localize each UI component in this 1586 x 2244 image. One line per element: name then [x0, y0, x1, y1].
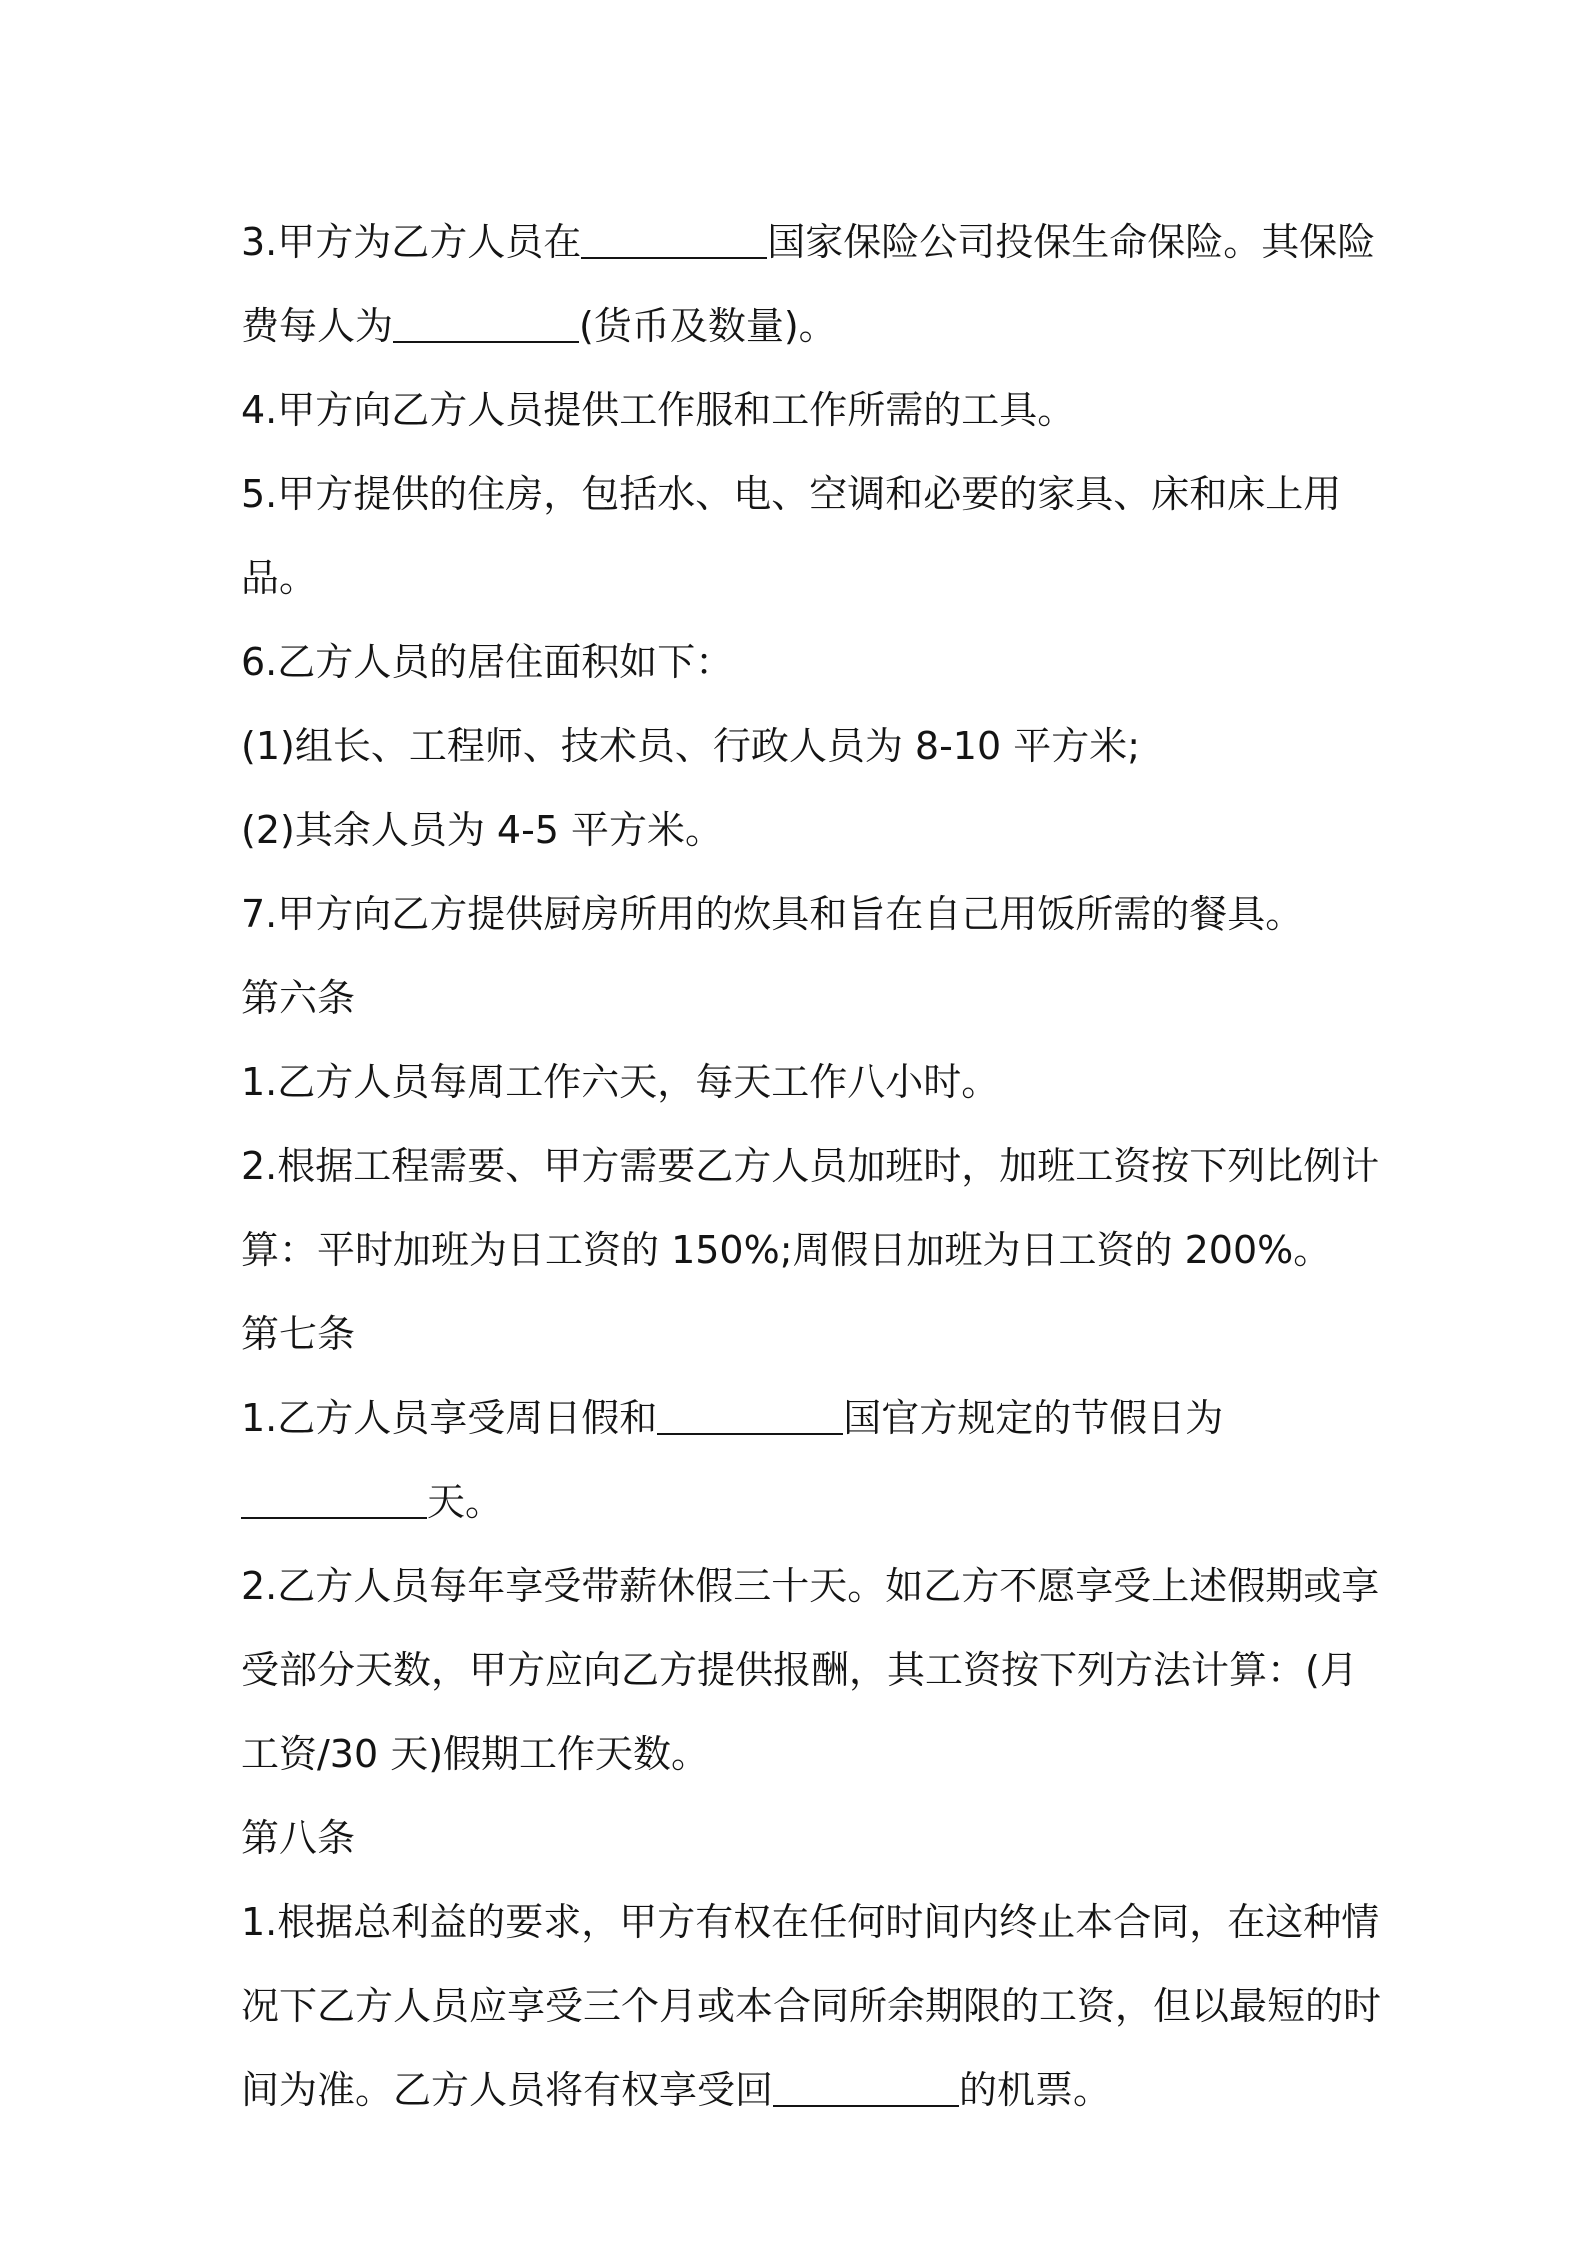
- clause-5-item-6-sub-2: (2)其余人员为 4-5 平方米。: [241, 808, 724, 852]
- fill-in-blank[interactable]: [773, 2071, 959, 2107]
- clause-text: 1.根据总利益的要求，甲方有权在任何时间内终止本合同，在这种情: [241, 1900, 1380, 1944]
- clause-text: 2.乙方人员每年享受带薪休假三十天。如乙方不愿享受上述假期或享: [241, 1564, 1380, 1608]
- clause-5-item-5: 5.甲方提供的住房，包括水、电、空调和必要的家具、床和床上用品。: [241, 472, 1342, 600]
- fill-in-blank[interactable]: [393, 307, 579, 343]
- fill-in-blank[interactable]: [581, 223, 767, 259]
- clause-5-item-7: 7.甲方向乙方提供厨房所用的炊具和旨在自己用饭所需的餐具。: [241, 892, 1304, 936]
- clause-5-item-6: 6.乙方人员的居住面积如下：: [241, 640, 734, 684]
- clause-5-item-4: 4.甲方向乙方人员提供工作服和工作所需的工具。: [241, 388, 1076, 432]
- clause-text: (货币及数量)。: [579, 304, 837, 348]
- clause-text: 况下乙方人员应享受三个月或本合同所余期限的工资，但以最短的时: [241, 1984, 1382, 2028]
- clause-text: 间为准。乙方人员将有权享受回: [241, 2068, 774, 2112]
- document-body: [241, 200, 1382, 2132]
- clause-text: 费每人为: [241, 304, 394, 348]
- clause-text: 工资/30 天)假期工作天数。: [241, 1732, 710, 1776]
- clause-7-item-1: [241, 1376, 1361, 1544]
- clause-text: 受部分天数，甲方应向乙方提供报酬，其工资按下列方法计算：(月: [241, 1648, 1358, 1692]
- clause-text: 3.甲方为乙方人员在: [241, 220, 582, 264]
- clause-text: 国官方规定的节假日为: [843, 1396, 1224, 1440]
- fill-in-blank[interactable]: [241, 1483, 427, 1519]
- clause-5-item-3: [241, 200, 1376, 368]
- clause-6-item-2: [241, 1124, 1380, 1292]
- clause-text: 天。: [427, 1480, 504, 1524]
- clause-7-item-2: [241, 1544, 1380, 1796]
- clause-8-item-1: [241, 1880, 1382, 2132]
- clause-text: 的机票。: [959, 2068, 1112, 2112]
- clause-5-item-6-sub-1: (1)组长、工程师、技术员、行政人员为 8-10 平方米;: [241, 724, 1141, 768]
- article-7-heading: 第七条: [241, 1312, 356, 1356]
- fill-in-blank[interactable]: [657, 1399, 843, 1435]
- clause-text: 算：平时加班为日工资的 150%;周假日加班为日工资的 200%。: [241, 1228, 1332, 1272]
- clause-6-item-1: 1.乙方人员每周工作六天，每天工作八小时。: [241, 1060, 1000, 1104]
- clause-text: 2.根据工程需要、甲方需要乙方人员加班时，加班工资按下列比例计: [241, 1144, 1380, 1188]
- article-8-heading: 第八条: [241, 1816, 356, 1860]
- clause-text: 1.乙方人员享受周日假和: [241, 1396, 658, 1440]
- article-6-heading: 第六条: [241, 976, 356, 1020]
- clause-text: 国家保险公司投保生命保险。其保险: [767, 220, 1376, 264]
